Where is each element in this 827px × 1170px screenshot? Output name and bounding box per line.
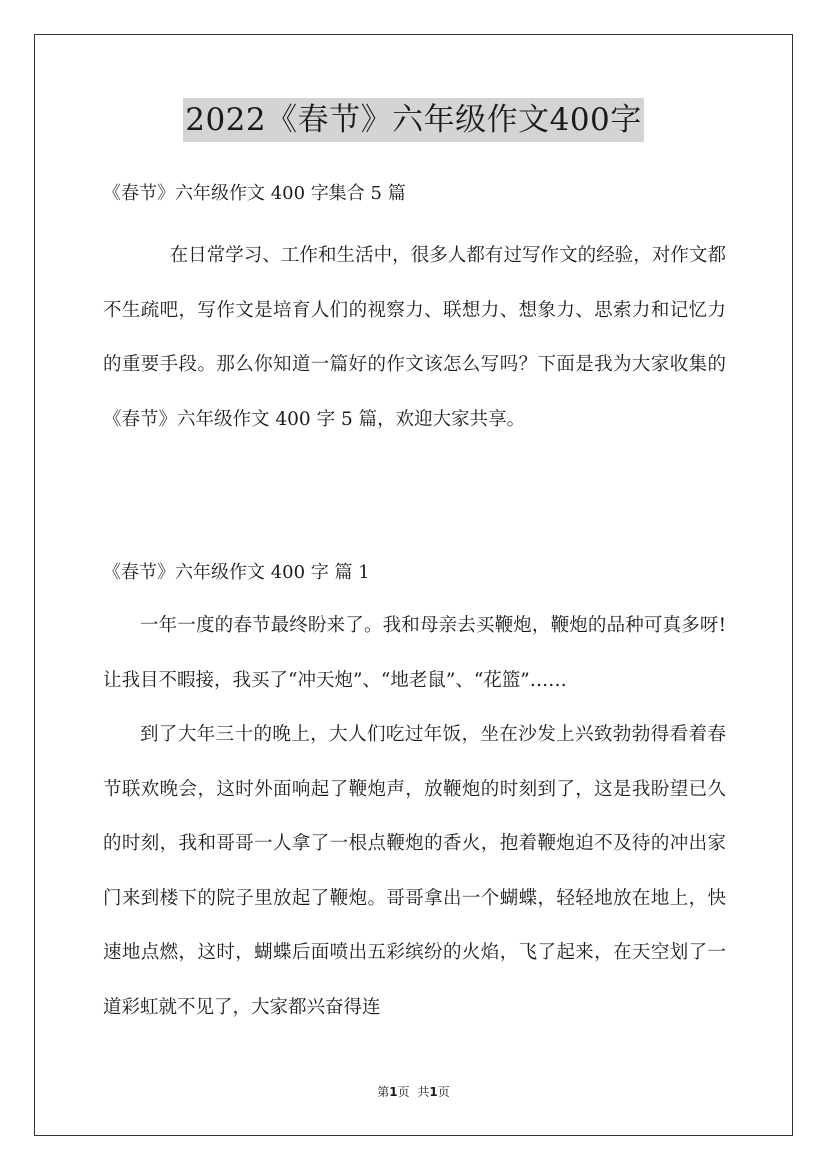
page-number: 1 bbox=[389, 1085, 398, 1099]
essay-paragraph-2: 到了大年三十的晚上，大人们吃过年饭，坐在沙发上兴致勃勃得看着春节联欢晚会，这时外面响起了鞭炮声，放鞭炮的时刻到了，这是我盼望已久的时刻，我和哥哥一人拿了一根点鞭炮的香火，抱着鞭炮迫不及待的冲出家门来到楼下的院子里放起了鞭炮。哥哥拿出一个蝴蝶，轻轻地放在地上，快速地点燃，这时，蝴蝶后面喷出五彩缤纷的火焰，飞了起来，在天空划了一道彩虹就不见了，大家都兴奋得连 bbox=[103, 724, 726, 1018]
total-label-prefix: 共 bbox=[417, 1085, 430, 1099]
page-label-suffix: 页 bbox=[397, 1085, 410, 1099]
section-heading: 《春节》六年级作文 400 字 篇 1 bbox=[103, 562, 370, 583]
page-label-prefix: 第 bbox=[377, 1085, 390, 1099]
title-container bbox=[0, 98, 827, 142]
intro-paragraph: 在日常学习、工作和生活中，很多人都有过写作文的经验，对作文都不生疏吧，写作文是培育人们的视察力、联想力、想象力、思索力和记忆力的重要手段。那么你知道一篇好的作文该怎么写吗？下面是我为大家收集的《春节》六年级作文 400 字 5 篇，欢迎大家共享。 bbox=[103, 245, 726, 430]
document-subtitle: 《春节》六年级作文 400 字集合 5 篇 bbox=[103, 183, 406, 204]
document-title: 2022《春节》六年级作文400字 bbox=[183, 98, 644, 142]
essay-paragraph-1: 一年一度的春节最终盼来了。我和母亲去买鞭炮，鞭炮的品种可真多呀!让我目不暇接，我买了“冲天炮”、“地老鼠”、“花篮”…… bbox=[103, 615, 726, 691]
essay-body bbox=[103, 599, 726, 1035]
total-label-suffix: 页 bbox=[437, 1085, 450, 1099]
page-footer bbox=[0, 1083, 827, 1101]
total-pages: 1 bbox=[429, 1085, 438, 1099]
